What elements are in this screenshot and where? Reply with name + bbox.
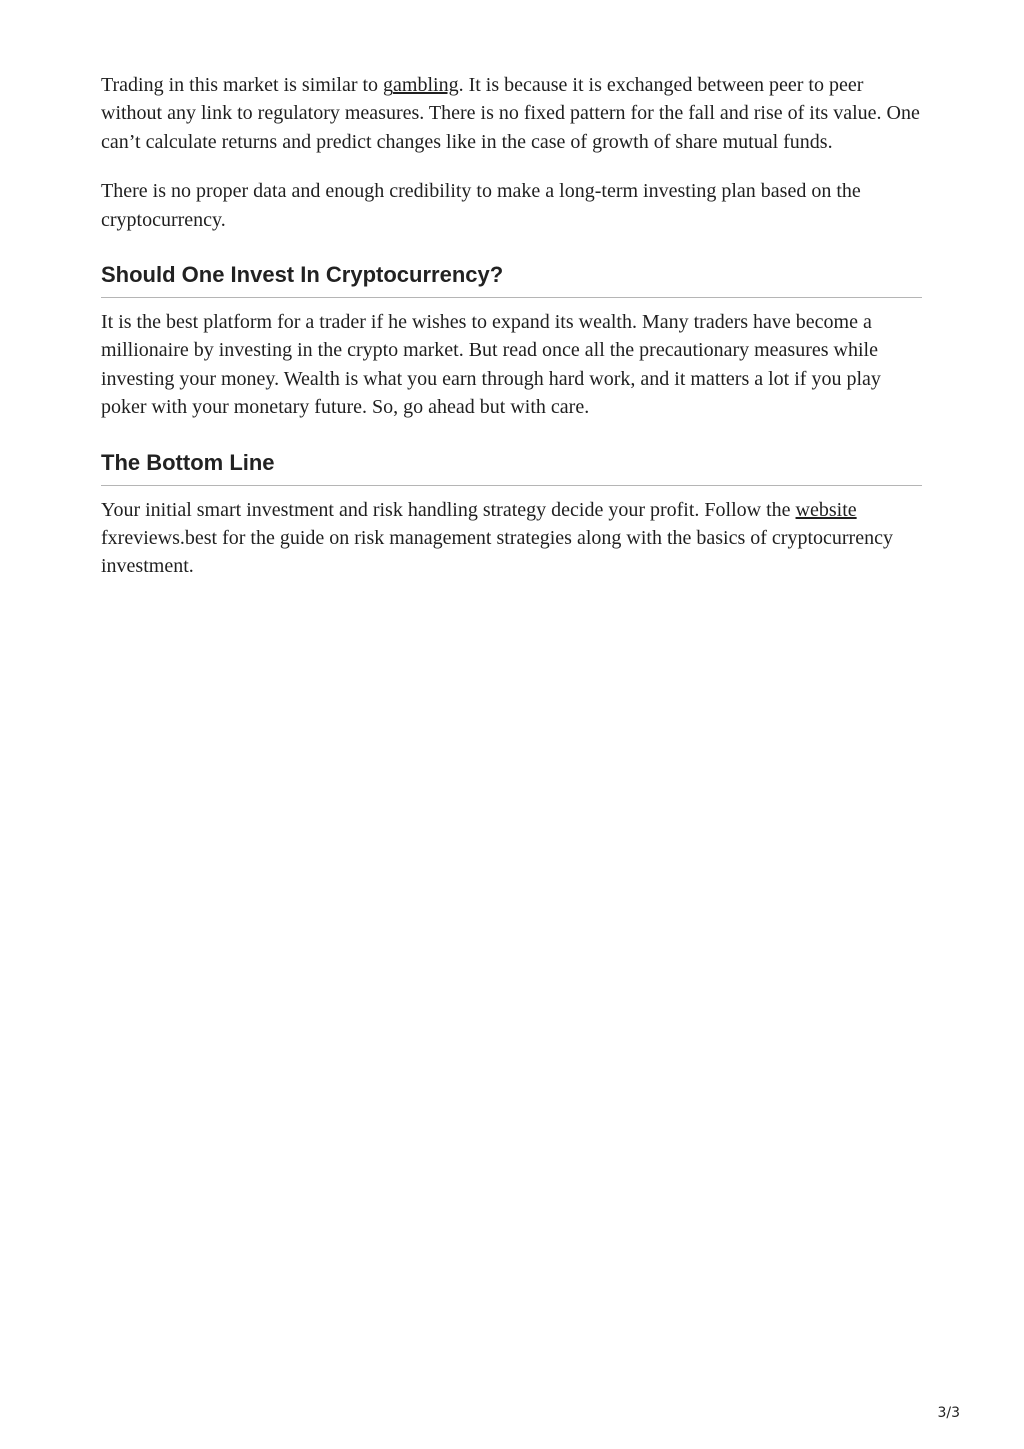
paragraph-gambling bbox=[101, 71, 922, 156]
paragraph-text: Your initial smart investment and risk handling strategy decide your profit. Follow the bbox=[101, 498, 796, 521]
paragraph-no-data: There is no proper data and enough credibility to make a long-term investing plan based on the cryptocurrency. bbox=[101, 180, 861, 231]
gambling-link[interactable]: ambling bbox=[393, 74, 459, 96]
paragraph-text: Trading in this market is similar to g bbox=[101, 74, 394, 96]
section-heading-wrapper bbox=[101, 448, 922, 486]
paragraph-text: . It is because it is exchanged between peer to peer without any link to regulatory measures. There is no fixed pattern for the fall and rise of its value. One can’t calculate returns and predict changes like in the case of growth of share mutual funds. bbox=[101, 74, 920, 153]
paragraph-bottom-line bbox=[101, 496, 922, 581]
page-number: 3/3 bbox=[937, 1405, 960, 1421]
section-heading-bottom-line: The Bottom Line bbox=[101, 448, 922, 486]
website-link[interactable]: website bbox=[795, 498, 857, 521]
article-content bbox=[101, 71, 922, 601]
section-heading-should-invest: Should One Invest In Cryptocurrency? bbox=[101, 260, 922, 298]
section-heading-wrapper bbox=[101, 260, 922, 298]
paragraph-should-invest: It is the best platform for a trader if he wishes to expand its wealth. Many traders have become a millionaire by investing in the crypto market. But read once all the precautionary measures while investing your money. Wealth is what you earn through hard work, and it matters a lot if you play poker with your monetary future. So, go ahead but with care. bbox=[101, 311, 881, 419]
paragraph-text: fxreviews.best for the guide on risk management strategies along with the basics of cryptocurrency investment. bbox=[101, 527, 893, 578]
